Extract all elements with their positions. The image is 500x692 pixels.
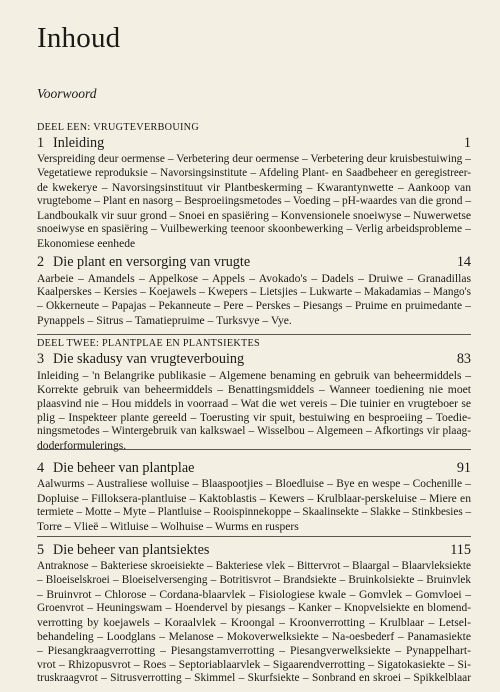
topic-line: Korrekte gebruik van beheermiddels – Benattingsmiddels – Wanneer toediening nie moet bbox=[37, 382, 471, 396]
chapter-number: 2 bbox=[37, 254, 45, 270]
topic-line: Aarbeie – Amandels – Appelkose – Appels – Avokado's – Dadels – Druiwe – Granadillas bbox=[37, 272, 471, 285]
topic-line: de kwekerye – Navorsingsinstituut vir Plantbeskerming – Kwarantynwette – Aankoop van bbox=[37, 180, 471, 194]
topic-line: termiete – Motte – Myte – Plantluise – Rooispinnekoppe – Skaalinsekte – Slakke – Stinkbesies – bbox=[37, 505, 472, 518]
topic-line: Pynappels – Sitrus – Tamatiepruime – Turksvye – Vye. bbox=[37, 313, 292, 327]
chapter-page-number: 115 bbox=[450, 542, 471, 558]
topic-line: Kaalperskes – Kersies – Koejawels – Kwepers – Lietsjies – Lukwarte – Makadamias – Mango's bbox=[37, 285, 471, 298]
chapter-entry-4[interactable] bbox=[37, 460, 471, 534]
chapter-number: 5 bbox=[37, 542, 45, 558]
chapter-title: Die plant en versorging van vrugte bbox=[53, 254, 251, 270]
chapter-entry-3[interactable] bbox=[37, 351, 471, 453]
chapter-page-number: 83 bbox=[456, 351, 471, 367]
topic-line: Antraknose – Bakteriese skroeisiekte – Bakteriese vlek – Bittervrot – Blaargal – Blaarvleksiekte bbox=[37, 560, 471, 572]
chapter-topics bbox=[37, 478, 471, 534]
topic-line: Landboukalk vir suur grond – Snoei en spasiëring – Konvensionele snoeiwyse – Nuwerwetse bbox=[37, 208, 471, 222]
chapter-entry-1[interactable] bbox=[37, 135, 471, 251]
topic-line: – Bloeiselskroei – Bloeiselversenging – Botritisvrot – Brandsiekte – Bruinkolsiekte – Bruinvlek bbox=[37, 573, 471, 586]
topic-line: Aalwurms – Australiese wolluise – Blaaspootjies – Bloedluise – Bye en wespe – Cochenille – bbox=[37, 478, 471, 490]
chapter-title: Die beheer van plantsiektes bbox=[53, 542, 210, 558]
topic-line: Inleiding – 'n Belangrike publikasie – Algemene benaming en gebruik van beheermiddels – bbox=[37, 369, 471, 382]
chapter-number: 4 bbox=[37, 460, 45, 476]
chapter-page-number: 91 bbox=[456, 460, 471, 476]
foreword-entry[interactable]: Voorwoord bbox=[37, 86, 97, 101]
topic-line: – Okkerneute – Papajas – Pekanneute – Pere – Perskes – Piesangs – Pruime en pruimedante – bbox=[37, 299, 471, 312]
topic-line: snoeiwyse en spasiëring – Vuilbewerking teenoor skoonbewerking – Verlig arbeidsprobleme – bbox=[37, 222, 471, 235]
section-divider bbox=[37, 449, 471, 450]
part-heading-one: DEEL EEN: VRUGTEVERBOUING bbox=[37, 122, 199, 133]
page-title: Inhoud bbox=[37, 22, 121, 54]
topic-line: Torre – Vlieë – Witluise – Wolhuise – Wurms en ruspers bbox=[37, 519, 299, 533]
topic-line: plig – Inspekteer plante gereeld – Toerusting vir spuit, bestuiwing en besproeiing – Toedie- bbox=[37, 410, 471, 424]
topic-line: behandeling – Loodglans – Melanose – Mokoverwelksiekte – Na-oesbederf – Panamasiekte bbox=[37, 629, 471, 643]
topic-line: – Bruinvrot – Chlorose – Cordana-blaarvlek – Fisiologiese kwale – Gomvlek – Gomvloei – bbox=[37, 587, 471, 601]
topic-line: ningsmetodes – Wintergebruik van kalkswael – Wisselbou – Algemeen – Afkortings vir plaag- bbox=[37, 424, 471, 437]
chapter-topics bbox=[37, 560, 471, 686]
chapter-title: Die beheer van plantplae bbox=[53, 460, 195, 476]
chapter-title: Die skadusy van vrugteverbouing bbox=[53, 351, 245, 367]
chapter-number: 1 bbox=[37, 135, 45, 151]
chapter-entry-5[interactable] bbox=[37, 542, 471, 686]
topic-line: Dopluise – Filloksera-plantluise – Kaktoblastis – Kewers – Krulblaar-perskeluise – Miere en bbox=[37, 491, 471, 505]
topic-line: vrot – Rhizopusvrot – Roes – Septoriablaarvlek – Sigaarendverrotting – Sigatokasiekte – Si- bbox=[37, 657, 471, 671]
chapter-topics bbox=[37, 272, 471, 328]
chapter-page-number: 1 bbox=[463, 135, 471, 151]
topic-line: – Piesangkraagverrotting – Piesangstamverrotting – Piesangverwelksiekte – Pynappelhart- bbox=[37, 643, 471, 657]
topic-line: Vegetatiewe reproduksie – Navorsingsinstitute – Afdeling Plant- en Saadbeheer en geregistreer- bbox=[37, 166, 471, 179]
chapter-title: Inleiding bbox=[53, 135, 105, 151]
topic-line: vrugtebome – Plant en nasorg – Besproeiingsmetodes – Voeding – pH-waardes van die grond – bbox=[37, 194, 472, 207]
chapter-topics bbox=[37, 153, 471, 251]
chapter-entry-2[interactable] bbox=[37, 254, 471, 328]
chapter-page-number: 14 bbox=[456, 254, 471, 270]
section-divider bbox=[37, 536, 471, 537]
topic-line: Ekonomiese eenhede bbox=[37, 236, 136, 250]
topic-line: verrotting by koejawels – Koraalvlek – Kroongal – Kroonverrotting – Krulblaar – Letsel- bbox=[37, 615, 471, 629]
topic-line: Groenvrot – Heuningswam – Hoendervel by piesangs – Kanker – Knopvelsiekte en blomend- bbox=[37, 601, 471, 614]
chapter-number: 3 bbox=[37, 351, 45, 367]
topic-line: plaasvind nie – Hou middels in voorraad – Wat die wet vereis – Die tuinier en vrugteboer se bbox=[37, 396, 471, 410]
chapter-topics bbox=[37, 369, 471, 453]
section-divider bbox=[37, 334, 471, 335]
topic-line: Verspreiding deur oermense – Verbetering deur oermense – Verbetering deur kruisbestuiwing – bbox=[37, 153, 471, 165]
topic-line: truskraagvrot – Sitrusverrotting – Skimmel – Skurfsiekte – Sonbrand en skroei – Spikkelblaar bbox=[37, 671, 471, 684]
part-heading-two: DEEL TWEE: PLANTPLAE EN PLANTSIEKTES bbox=[37, 338, 261, 349]
topic-line: doderformulerings. bbox=[37, 438, 127, 452]
